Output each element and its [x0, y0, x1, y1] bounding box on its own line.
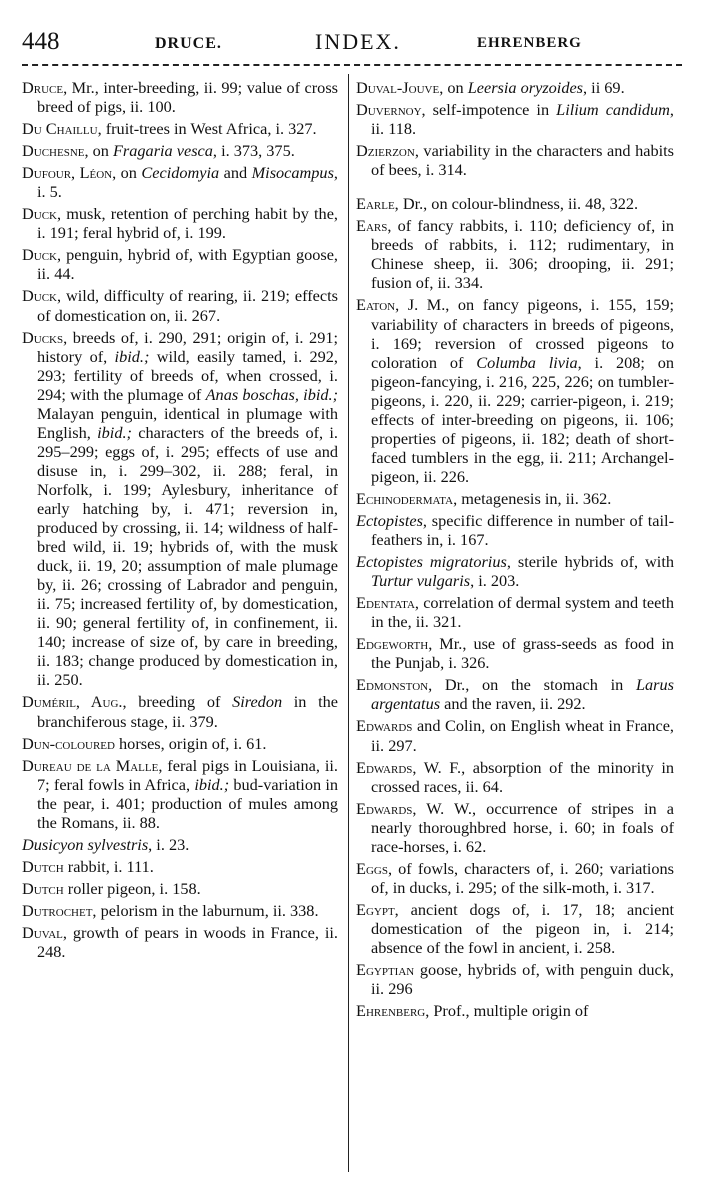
- entry-heading: Dutrochet: [22, 900, 93, 920]
- index-entry: [22, 245, 338, 283]
- entry-heading: Duck: [22, 204, 57, 224]
- entry-text: , of fowls, characters of, i. 260; variations of, in ducks, i. 295; of the silk-moth, i. 317.: [371, 858, 674, 897]
- entry-text: , i. 23.: [148, 834, 190, 854]
- index-entry: [356, 295, 674, 485]
- entry-italic: ibid.;: [114, 346, 150, 366]
- entry-text: and: [219, 163, 252, 183]
- entry-heading: Duvernoy: [356, 100, 422, 120]
- entry-text: , Mr., inter-breeding, ii. 99; value of cross breed of pigs, ii. 100.: [37, 78, 338, 117]
- entry-text: , variability in the characters and habits of bees, i. 314.: [371, 141, 674, 180]
- entry-heading: Edwards: [356, 716, 413, 736]
- entry-text: , i. 203.: [470, 571, 520, 591]
- index-entry: [22, 141, 338, 160]
- entry-text: , wild, difficulty of rearing, ii. 219; effects of domestication on, ii. 267.: [37, 286, 338, 325]
- entry-text: , on: [84, 141, 113, 161]
- entry-text: , growth of pears in woods in France, ii. 248.: [37, 922, 338, 962]
- entry-text: and Colin, on English wheat in France, ii. 297.: [371, 716, 674, 755]
- entry-text: , ii 69.: [583, 78, 625, 97]
- entry-text: rabbit, i. 111.: [63, 856, 154, 876]
- index-entry: [22, 119, 338, 138]
- index-entry: [356, 194, 674, 213]
- entry-heading: Dutch: [22, 856, 64, 876]
- entry-text: , penguin, hybrid of, with Egyptian goose, ii. 44.: [37, 245, 338, 284]
- entry-text: , W. W., occurrence of stripes in a nearly thoroughbred horse, i. 60; in foals of race-horses, i. 62.: [371, 798, 674, 856]
- entry-text: , specific difference in number of tail-feathers in, i. 167.: [371, 510, 674, 550]
- entry-heading: Dutch: [22, 878, 64, 898]
- column-divider: [348, 74, 349, 1172]
- index-entry: [22, 835, 338, 854]
- index-entry: [356, 1001, 674, 1020]
- entry-heading: Duval: [22, 922, 63, 942]
- right-column: [356, 78, 674, 1023]
- entry-italic: Misocampus: [251, 163, 334, 183]
- index-entry: [356, 593, 674, 631]
- index-entry: [356, 216, 674, 292]
- entry-text: , musk, retention of perching habit by the, i. 191; feral hybrid of, i. 199.: [37, 204, 338, 243]
- index-entry: [22, 879, 338, 898]
- header-first-entry: DRUCE.: [155, 35, 222, 52]
- index-entry: [22, 78, 338, 116]
- index-entry: [356, 552, 674, 590]
- entry-italic: Columba livia: [476, 352, 578, 372]
- entry-text: , ancient dogs of, i. 17, 18; ancient domestication of the pigeon in, i. 214; absence of the fowl in ancient, i. 258.: [371, 899, 674, 957]
- entry-heading: Druce: [22, 78, 64, 97]
- entry-heading: Echinodermata: [356, 488, 454, 508]
- entry-heading: Edgeworth: [356, 634, 429, 654]
- page-number: 448: [22, 28, 60, 55]
- entry-heading: Ehrenberg: [356, 1001, 426, 1021]
- entry-italic: Larus argentatus: [371, 675, 674, 714]
- index-entry: [22, 901, 338, 920]
- index-entry: [356, 489, 674, 508]
- entry-italic: ibid.;: [194, 774, 230, 794]
- entry-text: , ii. 118.: [371, 100, 674, 139]
- index-entry: [22, 692, 338, 730]
- index-entry: [22, 328, 338, 690]
- index-entry: [356, 675, 674, 713]
- entry-heading: Ears: [356, 216, 388, 236]
- entry-text: wild, easily tamed, i. 292, 293; fertility of breeds of, when crossed, i. 294; with the plumage of: [37, 346, 339, 404]
- entry-text: , feral pigs in Louisiana, ii. 7; feral fowls in Africa,: [37, 755, 338, 794]
- entry-text: , breeds of, i. 290, 291; origin of, i. 291; history of,: [37, 327, 338, 366]
- entry-text: , on: [439, 78, 468, 97]
- index-entry: [356, 758, 674, 796]
- entry-heading: Eaton: [356, 295, 396, 315]
- entry-text: roller pigeon, i. 158.: [63, 878, 201, 898]
- entry-text: , on: [112, 163, 142, 183]
- index-entry: [22, 204, 338, 242]
- index-entry: [356, 960, 674, 998]
- entry-text: goose, hybrids of, with penguin duck, ii. 296: [371, 960, 674, 999]
- entry-text: , of fancy rabbits, i. 110; deficiency of, in breeds of rabbits, i. 112; rudimentary, in Chinese sheep, ii. 306; drooping, ii. 291; fusion of, ii. 334.: [371, 216, 674, 293]
- index-entry: [22, 923, 338, 961]
- entry-text: bud-variation in the pear, i. 401; production of mules among the Romans, ii. 88.: [37, 774, 339, 832]
- index-entry: [22, 163, 338, 201]
- entry-heading: Earle: [356, 194, 395, 214]
- entry-text: , i. 208; on pigeon-fancying, i. 216, 225, 226; on tumbler-pigeons, i. 220, ii. 229; carrier-pigeon, i. 219; effects of inter-breeding on pigeons, ii. 106; properties of pigeons, ii. 182; death of short-faced tumblers in the egg, ii. 211; Archangel-pigeon, ii. 226.: [371, 352, 674, 486]
- entry-heading: Duck: [22, 245, 57, 265]
- entry-heading: Dun-coloured: [22, 733, 115, 753]
- entry-heading: Edwards: [356, 798, 413, 818]
- entry-text: , metagenesis in, ii. 362.: [453, 488, 612, 508]
- entry-heading: Dufour, Léon: [22, 163, 113, 183]
- entry-text: , Mr., use of grass-seeds as food in the Punjab, i. 326.: [371, 634, 674, 673]
- entry-italic: Lilium candidum: [556, 100, 670, 120]
- entry-heading: Dzierzon: [356, 141, 415, 161]
- entry-italic: Cecidomyia: [141, 163, 220, 183]
- entry-heading: Ectopistes migratorius: [356, 552, 507, 572]
- entry-text: , W. F., absorption of the minority in crossed races, ii. 64.: [371, 757, 674, 796]
- entry-text: , i. 373, 375.: [212, 141, 295, 161]
- index-entry: [356, 799, 674, 856]
- entry-text: , sterile hybrids of, with: [506, 552, 674, 572]
- entry-italic: Anas boschas, ibid.;: [205, 384, 338, 404]
- entry-heading: Edentata: [356, 593, 415, 613]
- entry-italic: Fragaria vesca: [112, 141, 213, 161]
- entry-heading: Egyptian: [356, 960, 415, 980]
- running-header: [22, 26, 682, 58]
- header-rule: [22, 64, 682, 66]
- entry-heading: Edwards: [356, 757, 413, 777]
- entry-text: , Dr., on colour-blindness, ii. 48, 322.: [394, 194, 639, 214]
- entry-text: horses, origin of, i. 61.: [114, 733, 267, 753]
- entry-text: in the branchiferous stage, ii. 379.: [37, 692, 338, 731]
- entry-heading: Eggs: [356, 858, 388, 878]
- entry-heading: Du Chaillu: [22, 119, 98, 139]
- entry-italic: ibid.;: [97, 422, 132, 442]
- entry-heading: Duchesne: [22, 141, 85, 161]
- index-entry: [356, 511, 674, 549]
- entry-text: , correlation of dermal system and teeth in the, ii. 321.: [371, 593, 674, 632]
- entry-text: , fruit-trees in West Africa, i. 327.: [97, 119, 317, 139]
- entry-italic: Siredon: [232, 692, 283, 712]
- index-entry: [22, 286, 338, 324]
- index-entry: [356, 141, 674, 179]
- entry-text: , Prof., multiple origin of: [425, 1001, 589, 1021]
- index-entry: [356, 859, 674, 897]
- entry-heading: Dusicyon sylvestris: [22, 834, 149, 854]
- entry-heading: Ectopistes: [356, 510, 423, 530]
- index-entry: [356, 100, 674, 138]
- index-entry: [22, 734, 338, 753]
- entry-italic: Leersia oryzoides: [467, 78, 584, 97]
- entry-text: , self-impotence in: [421, 100, 557, 120]
- entry-heading: Duméril, Aug.: [22, 692, 123, 712]
- index-entry: [356, 78, 674, 97]
- entry-heading: Duval-Jouve: [356, 78, 440, 97]
- entry-text: , Dr., on the stomach in: [428, 675, 636, 695]
- index-entry: [356, 634, 674, 672]
- entry-heading: Ducks: [22, 327, 64, 347]
- entry-text: and the raven, ii. 292.: [440, 694, 586, 714]
- entry-text: , breeding of: [122, 692, 233, 712]
- entry-text: , pelorism in the laburnum, ii. 338.: [92, 900, 319, 920]
- entry-heading: Duck: [22, 286, 57, 306]
- entry-text: , J. M., on fancy pigeons, i. 155, 159; variability of characters in breeds of pigeons, i. 169; reversion of crossed pigeons to coloration of: [371, 295, 674, 372]
- entry-text: Malayan penguin, identical in plumage with English,: [37, 403, 338, 442]
- entry-text: , i. 5.: [37, 163, 338, 202]
- left-column: [22, 78, 338, 964]
- index-entry: [22, 857, 338, 876]
- index-entry: [22, 756, 338, 832]
- entry-heading: Egypt: [356, 899, 395, 919]
- header-title: INDEX.: [315, 29, 401, 54]
- header-last-entry: EHRENBERG: [477, 35, 582, 51]
- index-entry: [356, 900, 674, 957]
- entry-italic: Turtur vulgaris: [371, 571, 471, 591]
- entry-heading: Edmonston: [356, 675, 429, 695]
- entry-text: characters of the breeds of, i. 295–299; eggs of, i. 295; effects of use and disuse in, i. 299–302, ii. 288; feral, in Norfolk, i. 199; Aylesbury, inheritance of early hatching by, i. 471; reversion in, produced by crossing, ii. 14; wildness of half-bred wild, ii. 19; hybrids of, with the musk duck, ii. 19, 20; assumption of male plumage by, ii. 26; crossing of Labrador and penguin, ii. 75; increased fertility of, by domestication, ii. 90; general fertility of, in confinement, ii. 140; increase of size of, by care in breeding, ii. 183; change produced by domestication in, ii. 250.: [37, 422, 338, 690]
- index-entry: [356, 716, 674, 754]
- entry-heading: Dureau de la Malle: [22, 755, 159, 775]
